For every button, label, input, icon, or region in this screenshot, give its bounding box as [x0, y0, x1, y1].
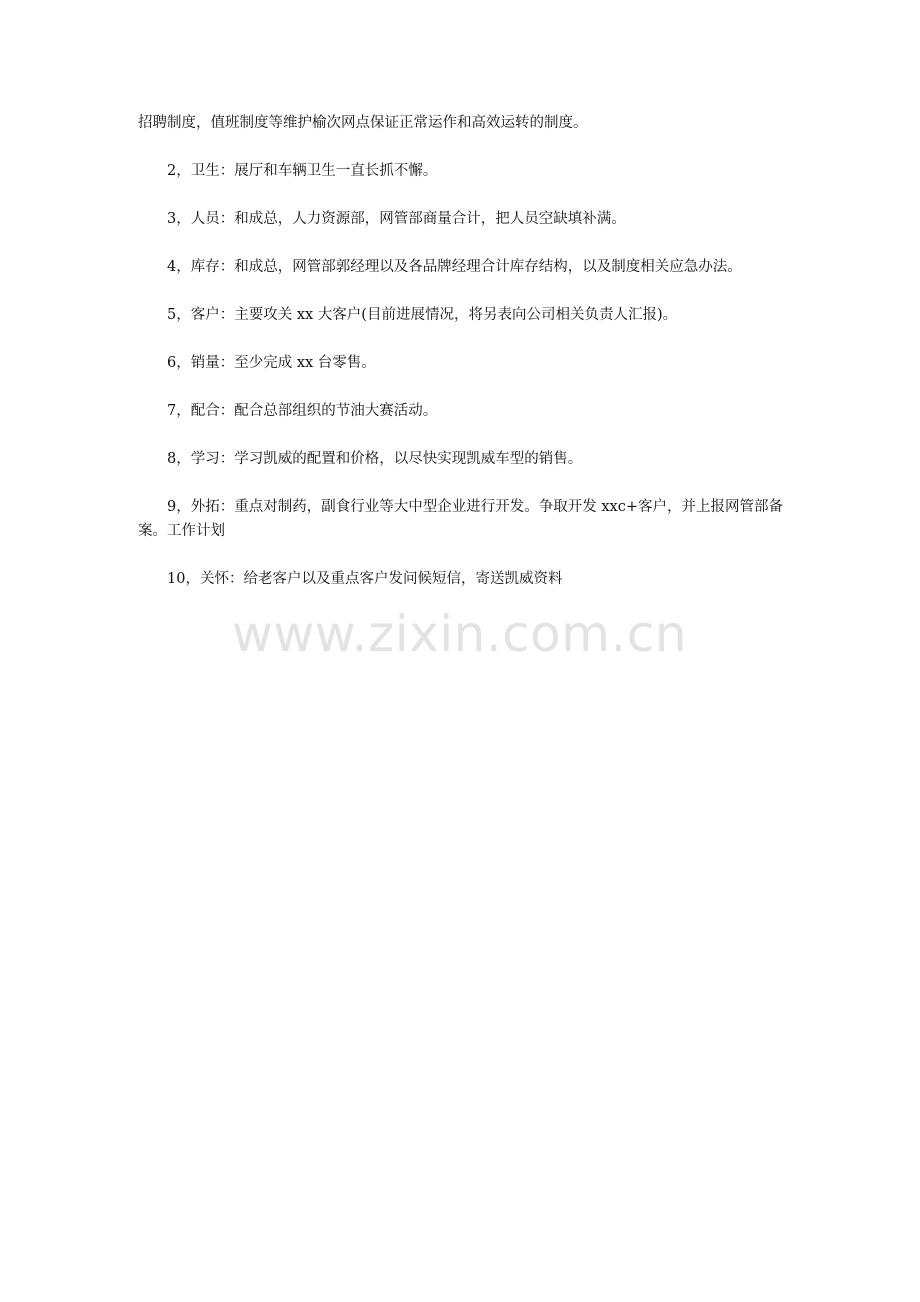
item-label: 关怀：	[199, 571, 244, 587]
item-text: 给老客户以及重点客户发问候短信，寄送凯威资料	[243, 571, 563, 587]
item-label: 库存：	[190, 259, 235, 275]
item-number: 10，	[167, 571, 200, 587]
item-label: 销量：	[190, 355, 235, 371]
list-item-10	[138, 567, 790, 591]
item-number: 2，	[167, 163, 191, 179]
document-body	[138, 111, 790, 615]
item-number: 7，	[167, 403, 191, 419]
item-text: 配合总部组织的节油大赛活动。	[234, 403, 438, 419]
item-label: 客户：	[190, 307, 235, 323]
item-text: 至少完成 xx 台零售。	[234, 355, 376, 371]
list-item-9	[138, 495, 790, 543]
item-number: 8，	[167, 451, 191, 467]
item-text: 和成总，网管部郭经理以及各品牌经理合计库存结构，以及制度相关应急办法。	[234, 259, 742, 275]
item-text: 和成总，人力资源部，网管部商量合计，把人员空缺填补满。	[234, 211, 626, 227]
item-number: 4，	[167, 259, 191, 275]
item-text: 展厅和车辆卫生一直长抓不懈。	[234, 163, 438, 179]
list-item-3	[138, 207, 790, 231]
item-label: 外拓：	[190, 499, 235, 515]
list-item-6	[138, 351, 790, 375]
item-text: 学习凯威的配置和价格，以尽快实现凯威车型的销售。	[234, 451, 583, 467]
item-text: 重点对制药，副食行业等大中型企业进行开发。争取开发 xxc+客户，并上报网管部备案。工作计划	[138, 499, 783, 539]
list-item-8	[138, 447, 790, 471]
item-text: 主要攻关 xx 大客户(目前进展情况，将另表向公司相关负责人汇报)。	[234, 307, 678, 323]
item-label: 人员：	[190, 211, 235, 227]
intro-paragraph: 招聘制度，值班制度等维护榆次网点保证正常运作和高效运转的制度。	[138, 115, 588, 131]
item-number: 5，	[167, 307, 191, 323]
list-item-5	[138, 303, 790, 327]
list-item-2	[138, 159, 790, 183]
item-number: 6，	[167, 355, 191, 371]
item-number: 9，	[167, 499, 191, 515]
item-label: 学习：	[190, 451, 235, 467]
list-item-4	[138, 255, 790, 279]
item-label: 卫生：	[190, 163, 235, 179]
item-label: 配合：	[190, 403, 235, 419]
item-number: 3，	[167, 211, 191, 227]
list-item-7	[138, 399, 790, 423]
watermark: www.zixin.com.cn	[232, 605, 688, 663]
